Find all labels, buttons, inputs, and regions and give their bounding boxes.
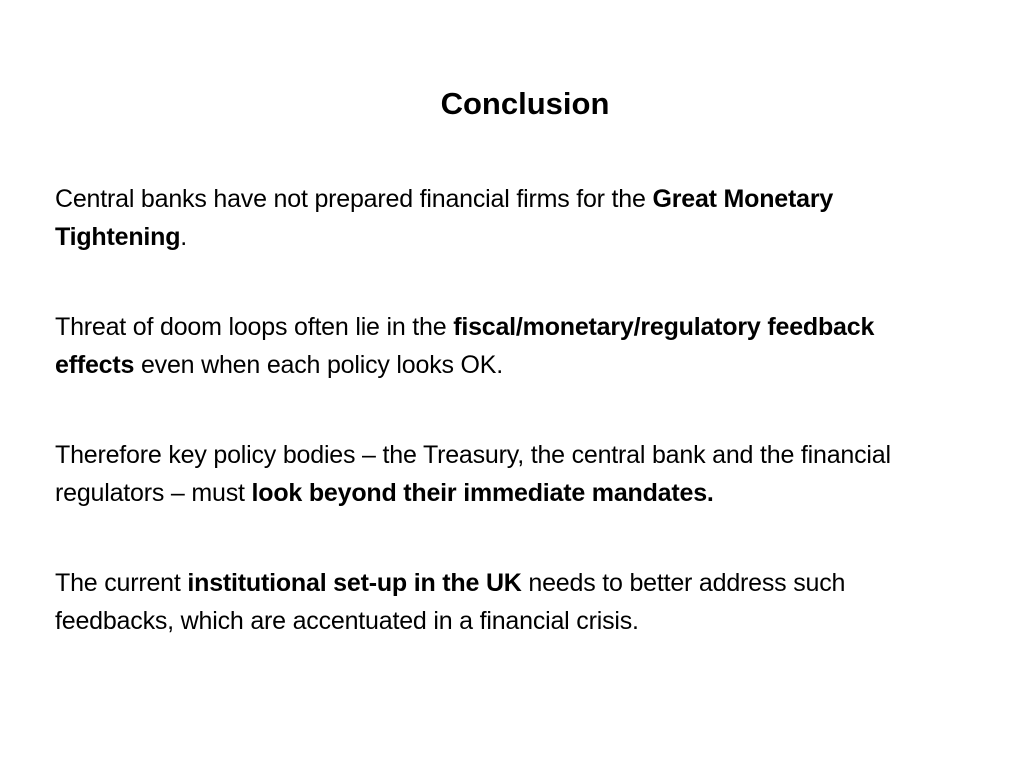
paragraph-4 — [55, 564, 955, 640]
paragraph-2-text-end: even when each policy looks OK. — [134, 351, 504, 379]
paragraph-1 — [55, 180, 955, 256]
slide-body — [55, 180, 955, 692]
paragraph-4-text-end: needs to better address such feedbacks, which are accentuated in a financial crisis. — [55, 569, 846, 635]
paragraph-3-text: Therefore key policy bodies – the Treasury, the central bank and the financial regulators – must — [55, 441, 891, 507]
paragraph-3-emphasis: look beyond their immediate mandates. — [251, 479, 714, 507]
paragraph-1-emphasis: Great Monetary Tightening — [55, 185, 834, 251]
paragraph-2-text-start: Threat of doom loops often lie in the — [55, 313, 454, 341]
slide-title: Conclusion — [440, 86, 610, 121]
paragraph-4-emphasis: institutional set-up in the UK — [187, 569, 522, 597]
paragraph-4-text-start: The current — [55, 569, 188, 597]
paragraph-2 — [55, 308, 955, 384]
paragraph-3 — [55, 436, 955, 512]
paragraph-2-emphasis: fiscal/monetary/regulatory feedback effects — [55, 313, 875, 379]
paragraph-1-period: . — [180, 223, 188, 251]
paragraph-1-text: Central banks have not prepared financial firms for the — [55, 185, 653, 213]
